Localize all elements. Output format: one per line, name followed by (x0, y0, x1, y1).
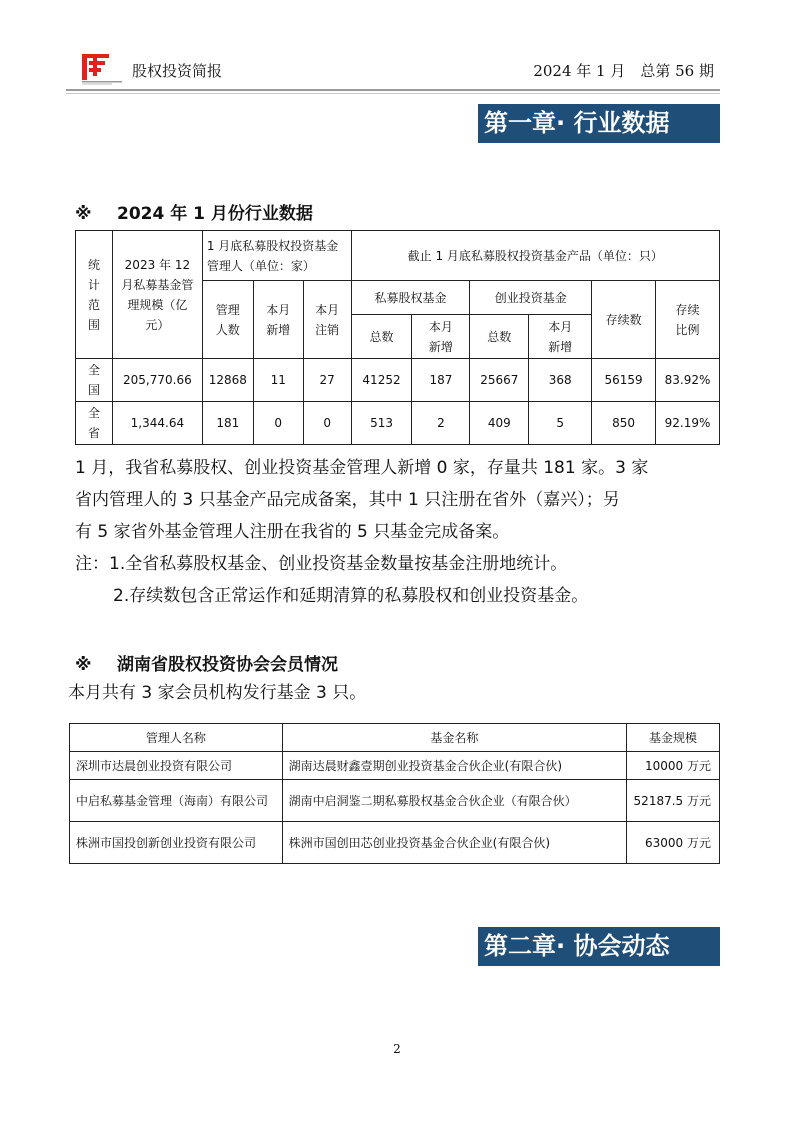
header-scope: 统计范围 (76, 231, 113, 359)
header-manager-count: 管理人数 (202, 281, 253, 359)
header-pe-fund: 私募股权基金 (351, 281, 470, 315)
header-divider (66, 89, 720, 91)
cell-manager-count: 12868 (202, 359, 253, 402)
header-scale: 2023 年 12 月私募基金管理规模（亿元） (112, 231, 202, 359)
cell-fund-size: 63000 万元 (627, 822, 720, 864)
summary-line: 省内管理人的 3 只基金产品完成备案，其中 1 只注册在省外（嘉兴）；另 (75, 490, 620, 510)
cell-pe-total: 513 (351, 402, 412, 445)
header-manager-name: 管理人名称 (70, 724, 283, 752)
member-funds-table (69, 723, 720, 864)
member-intro: 本月共有 3 家会员机构发行基金 3 只。 (68, 683, 367, 703)
summary-line: 有 5 家省外基金管理人注册在我省的 5 只基金完成备案。 (75, 522, 510, 542)
section-2-heading (75, 650, 338, 675)
cell-scope: 全国 (76, 359, 113, 402)
cell-pe-new: 2 (412, 402, 470, 445)
cell-surviving: 850 (592, 402, 656, 445)
header-fund-name: 基金名称 (282, 724, 626, 752)
header-vc-total: 总数 (470, 315, 529, 359)
cell-fund-size: 52187.5 万元 (627, 780, 720, 822)
reference-mark: ※ (75, 655, 92, 675)
cell-manager-name: 深圳市达晨创业投资有限公司 (70, 752, 283, 780)
cell-manager-name: 中启私募基金管理（海南）有限公司 (70, 780, 283, 822)
cell-manager-cancel: 0 (303, 402, 351, 445)
header-vc-fund: 创业投资基金 (470, 281, 592, 315)
table-row (70, 822, 720, 864)
cell-manager-name: 株洲市国投创新创业投资有限公司 (70, 822, 283, 864)
chapter-2-heading: 第二章· 协会动态 (478, 927, 720, 966)
note-1: 注：1.全省私募股权基金、创业投资基金数量按基金注册地统计。 (75, 554, 568, 574)
section-1-heading (75, 199, 313, 224)
header-vc-new: 本月新增 (529, 315, 592, 359)
cell-manager-new: 11 (253, 359, 303, 402)
cell-surviving-ratio: 92.19% (656, 402, 720, 445)
cell-pe-new: 187 (412, 359, 470, 402)
cell-surviving: 56159 (592, 359, 656, 402)
cell-scale: 205,770.66 (112, 359, 202, 402)
cell-vc-total: 25667 (470, 359, 529, 402)
header-divider-thin (66, 93, 720, 94)
header-pe-new: 本月新增 (412, 315, 470, 359)
header-manager-new: 本月新增 (253, 281, 303, 359)
table-row (70, 780, 720, 822)
table-row (76, 359, 720, 402)
section-1-title: 2024 年 1 月份行业数据 (117, 204, 313, 224)
section-2-title: 湖南省股权投资协会会员情况 (117, 655, 338, 675)
cell-surviving-ratio: 83.92% (656, 359, 720, 402)
cell-vc-total: 409 (470, 402, 529, 445)
cell-fund-size: 10000 万元 (627, 752, 720, 780)
industry-data-table (75, 230, 720, 445)
chapter-1-heading: 第一章· 行业数据 (478, 104, 720, 143)
cell-manager-cancel: 27 (303, 359, 351, 402)
cell-vc-new: 5 (529, 402, 592, 445)
header-fund-size: 基金规模 (627, 724, 720, 752)
page-number: 2 (393, 1042, 401, 1056)
header-manager-cancel: 本月注销 (303, 281, 351, 359)
association-logo (80, 50, 124, 86)
header-managers: 1 月底私募股权投资基金管理人（单位：家） (202, 231, 351, 281)
cell-manager-count: 181 (202, 402, 253, 445)
header-pe-total: 总数 (351, 315, 412, 359)
header-products: 截止 1 月底私募股权投资基金产品（单位：只） (351, 231, 719, 281)
header-issue: 2024 年 1 月 总第 56 期 (533, 62, 714, 80)
reference-mark: ※ (75, 204, 92, 224)
header-title: 股权投资简报 (132, 62, 223, 80)
table-row (76, 402, 720, 445)
header-surviving: 存续数 (592, 281, 656, 359)
summary-line: 1 月，我省私募股权、创业投资基金管理人新增 0 家，存量共 181 家。3 家 (75, 458, 649, 478)
cell-vc-new: 368 (529, 359, 592, 402)
cell-scope: 全省 (76, 402, 113, 445)
cell-fund-name: 湖南中启洞鉴二期私募股权基金合伙企业（有限合伙） (282, 780, 626, 822)
cell-pe-total: 41252 (351, 359, 412, 402)
cell-fund-name: 株洲市国创田芯创业投资基金合伙企业(有限合伙) (282, 822, 626, 864)
cell-scale: 1,344.64 (112, 402, 202, 445)
cell-manager-new: 0 (253, 402, 303, 445)
cell-fund-name: 湖南达晨财鑫壹期创业投资基金合伙企业(有限合伙) (282, 752, 626, 780)
header-surviving-ratio: 存续比例 (656, 281, 720, 359)
table-row (70, 752, 720, 780)
summary-paragraph (75, 452, 648, 612)
note-2: 2.存续数包含正常运作和延期清算的私募股权和创业投资基金。 (113, 586, 589, 606)
